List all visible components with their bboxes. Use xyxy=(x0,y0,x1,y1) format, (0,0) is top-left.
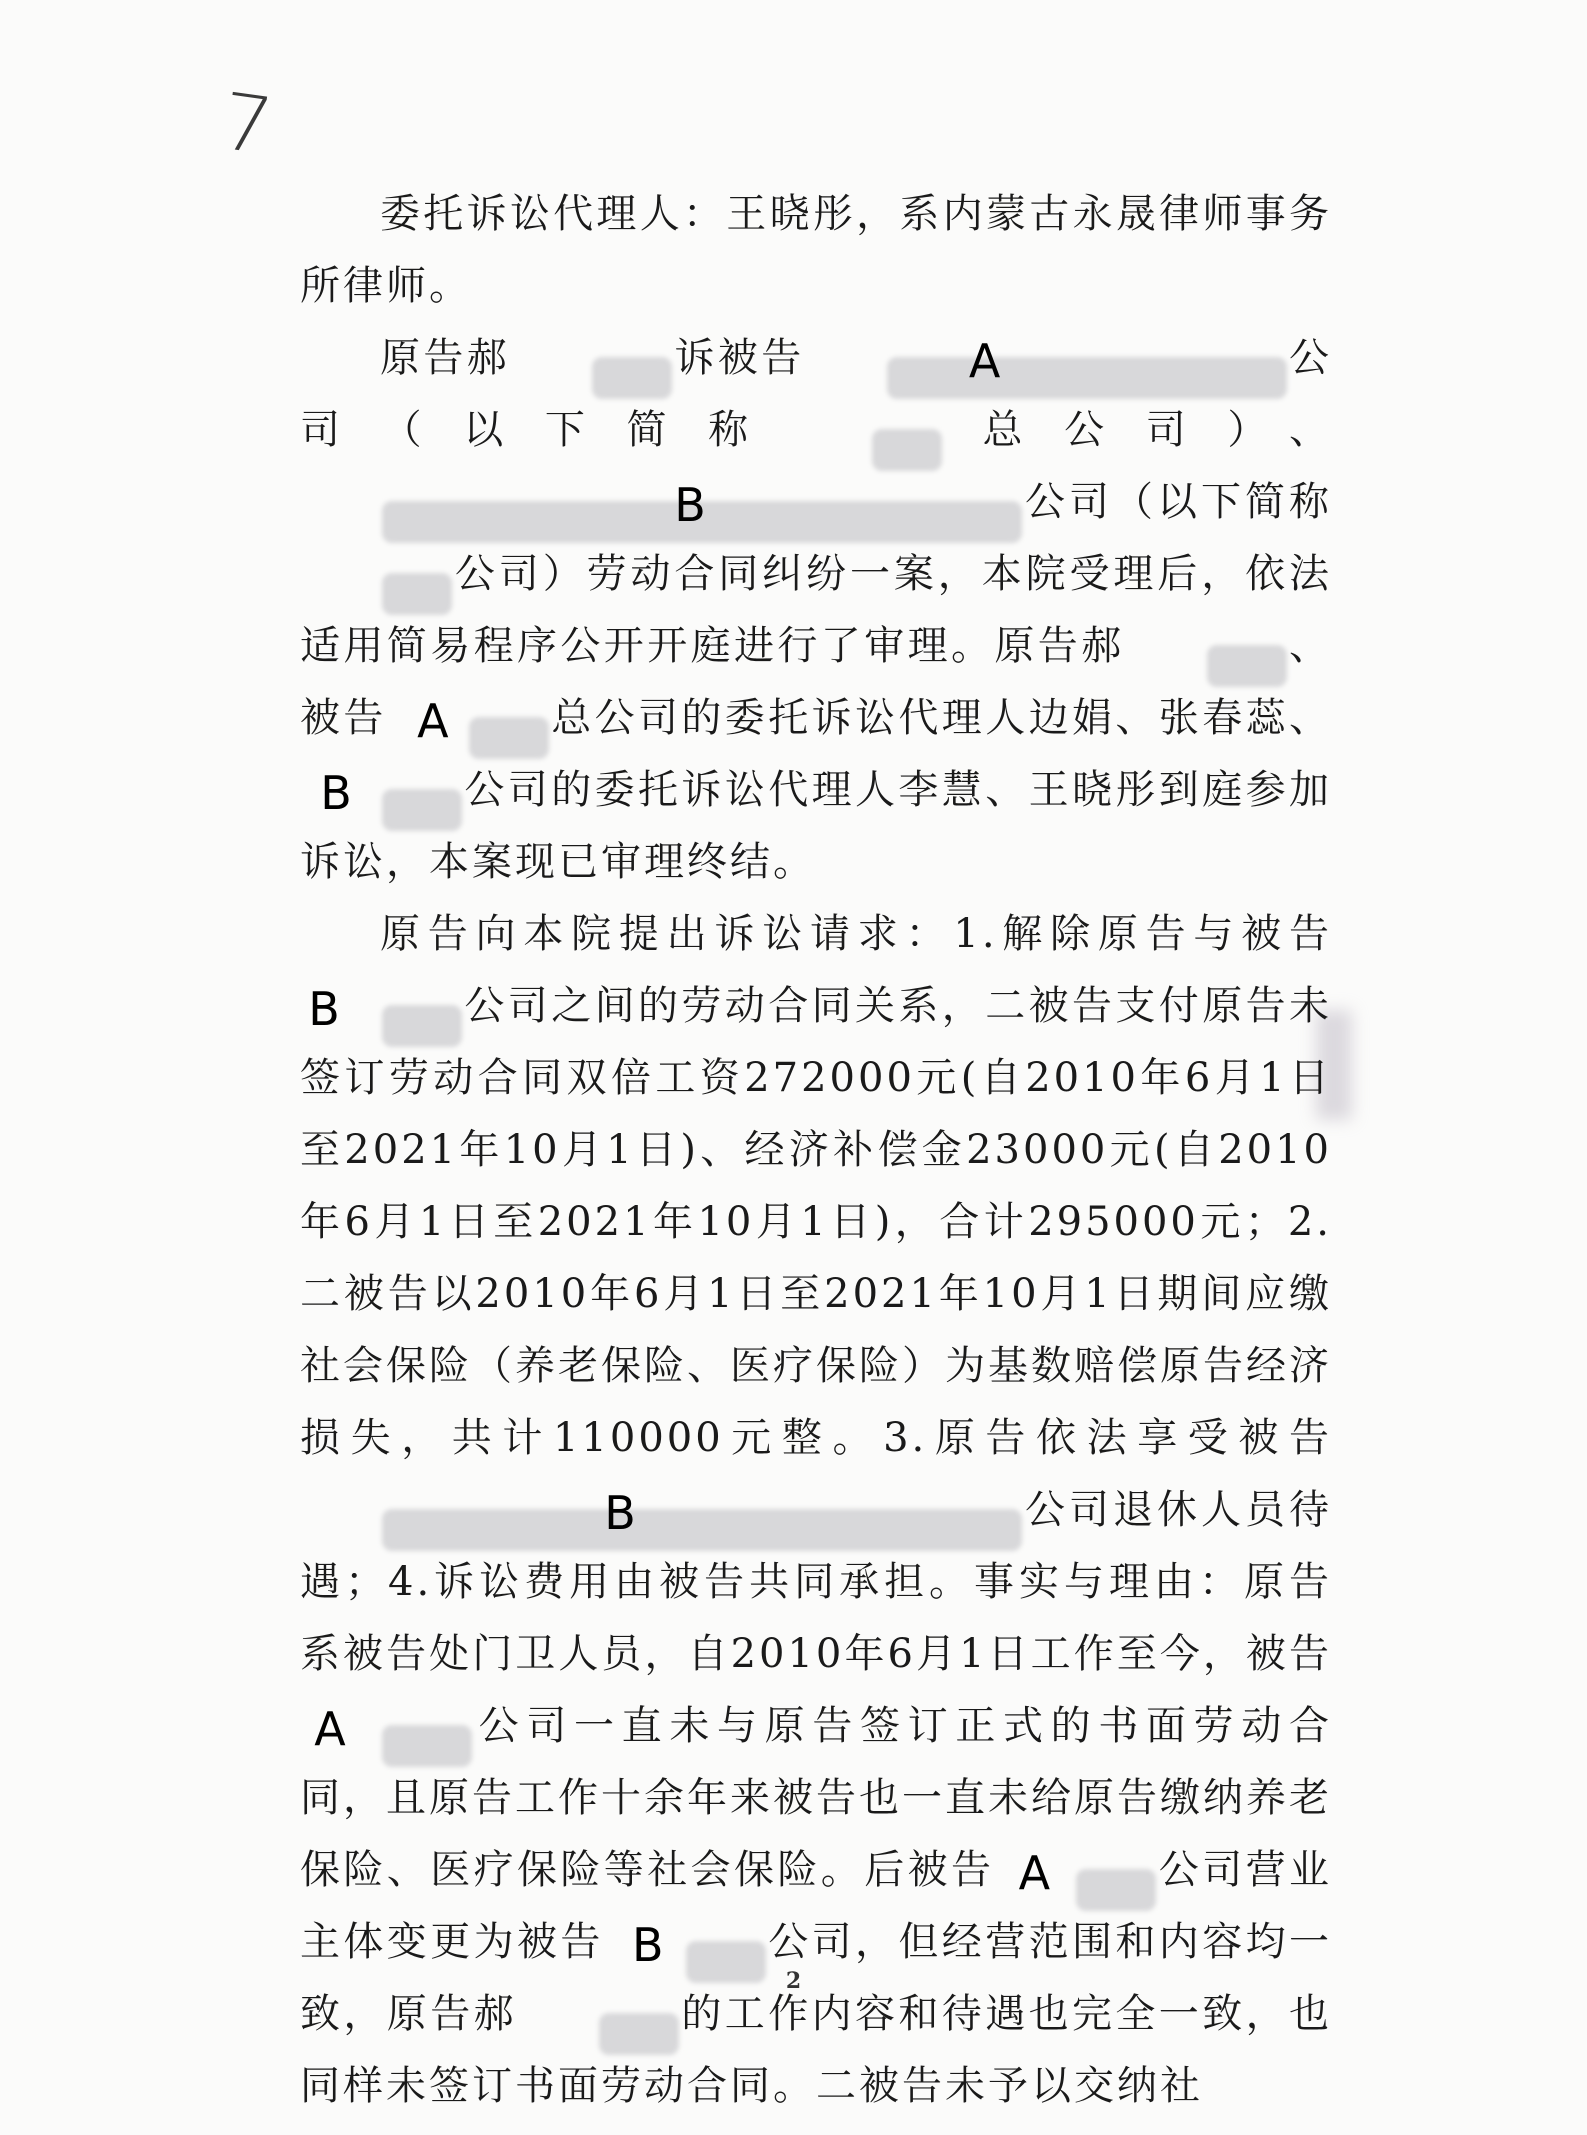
label-b: B xyxy=(674,478,706,532)
text-run: 的工作内容和待遇也完全一致，也同样未签订书面劳动合同。二被告未予以交纳社 xyxy=(300,1991,1332,2109)
redaction-defendant-a-short xyxy=(300,1702,474,1756)
redaction-defendant-a-short xyxy=(387,694,551,748)
corner-handwritten-mark: 7 xyxy=(215,76,278,174)
redaction-plaintiff-name xyxy=(517,1995,681,2039)
text-run: 公司（以下简称 xyxy=(1024,479,1332,525)
label-a: A xyxy=(417,694,449,748)
redaction-plaintiff-name xyxy=(1125,627,1289,671)
text-run: 公司，但经营范围和内容均一致，原告郝 xyxy=(300,1919,1333,2037)
document-body xyxy=(300,178,1332,2122)
text-run: 诉被告 xyxy=(674,335,805,381)
redaction-defendant-b-short xyxy=(300,766,464,820)
page-number: 2 xyxy=(785,1968,802,1994)
text-run: 公司一直未与原告签订正式的书面劳动合同，且原告工作十余年来被告也一直未给原告缴纳养老保险、医疗保险等社会保险。后被告 xyxy=(300,1703,1332,1893)
label-b: B xyxy=(632,1918,664,1972)
redaction-defendant-a xyxy=(805,334,1289,388)
text-run: 公司）劳动合同纠纷一案，本院受理后，依法适用简易程序公开开庭进行了审理。原告郝 xyxy=(300,551,1332,669)
text-run: 、被告 xyxy=(300,623,1333,741)
redaction-defendant-b-short xyxy=(300,982,464,1036)
text-run: 公司之间的劳动合同关系，二被告支付原告未签订劳动合同双倍工资272000元(自2010年6月1日至2021年10月1日)、经济补偿金23000元(自2010年6月1日至2021年10月1日)，合计295000元；2.二被告以2010年6月1日至2021年10月1日期间应缴社会保险（养老保险、医疗保险）为基数赔偿原告经济损失，共计110000元整。3.原告依法享受被告 xyxy=(300,983,1332,1461)
label-b: B xyxy=(320,766,352,820)
text-run: 公司退休人员待遇；4.诉讼费用由被告共同承担。事实与理由：原告系被告处门卫人员，自2010年6月1日工作至今，被告 xyxy=(300,1487,1332,1677)
label-b: B xyxy=(308,982,340,1036)
paragraph-claims xyxy=(300,898,1332,2122)
text-run: 总公司）、 xyxy=(943,407,1333,453)
paragraph-case-intro xyxy=(300,322,1332,898)
paragraph-agent xyxy=(300,178,1332,322)
redaction-defendant-a-short xyxy=(790,411,944,455)
redaction-defendant-b-short xyxy=(300,555,454,599)
label-a: A xyxy=(1018,1846,1051,1900)
text-run: 公司（以下简称 xyxy=(300,335,1332,453)
text-run: 公司营业主体变更为被告 xyxy=(300,1847,1333,1965)
text-run: 总公司的委托诉讼代理人边娟、张春蕊、 xyxy=(550,695,1333,741)
redaction-plaintiff-name xyxy=(510,339,674,383)
redaction-defendant-b xyxy=(300,1486,1024,1540)
text-run: 原告郝 xyxy=(380,335,511,381)
redaction-defendant-b-short xyxy=(604,1918,768,1972)
label-a: A xyxy=(968,334,1001,388)
text-run: 原告向本院提出诉讼请求：1.解除原告与被告 xyxy=(380,911,1332,957)
text-run: 委托诉讼代理人：王晓彤，系内蒙古永晟律师事务所律师。 xyxy=(300,191,1332,309)
label-b: B xyxy=(604,1486,636,1540)
redaction-defendant-b xyxy=(300,478,1024,532)
label-a: A xyxy=(314,1702,346,1756)
text-run: 公司的委托诉讼代理人李慧、王晓彤到庭参加诉讼，本案现已审理终结。 xyxy=(300,767,1332,885)
redaction-defendant-a-short xyxy=(994,1846,1158,1900)
